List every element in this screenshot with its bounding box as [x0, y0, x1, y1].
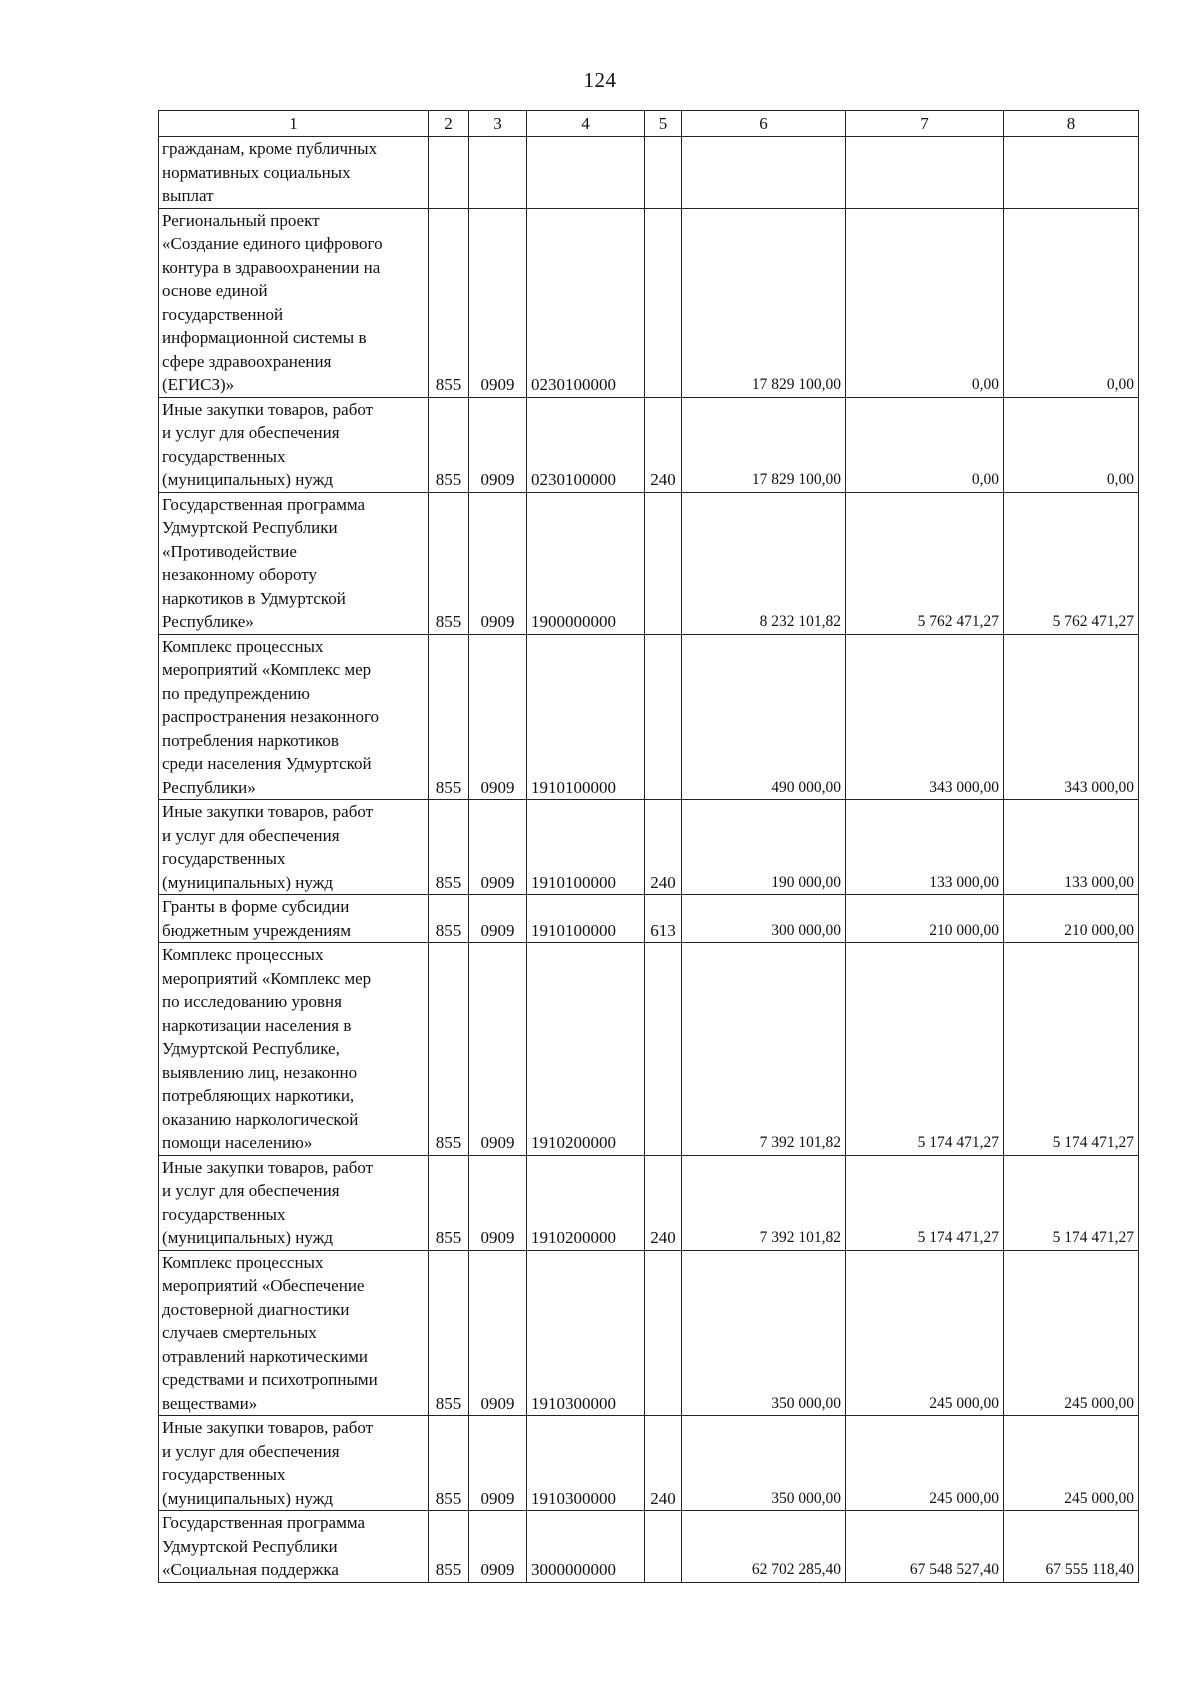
row-amount-col8: 343 000,00	[1004, 634, 1139, 800]
table-row	[159, 208, 1139, 397]
row-amount-col8: 0,00	[1004, 208, 1139, 397]
row-amount-col6: 490 000,00	[682, 634, 846, 800]
header-row	[159, 111, 1139, 137]
row-section-code	[469, 137, 527, 209]
row-name: Комплекс процессных мероприятий «Комплекс мер по предупреждению распространения незаконного потребления наркотиков среди населения Удмуртской Республики»	[159, 634, 429, 800]
row-amount-col7	[846, 137, 1004, 209]
row-target-code: 0230100000	[527, 208, 645, 397]
row-amount-col7: 343 000,00	[846, 634, 1004, 800]
row-target-code: 1910100000	[527, 800, 645, 895]
row-section-code: 0909	[469, 1250, 527, 1416]
row-amount-col6: 7 392 101,82	[682, 943, 846, 1156]
row-amount-col8: 210 000,00	[1004, 895, 1139, 943]
row-amount-col7: 5 762 471,27	[846, 492, 1004, 634]
header-col-1: 1	[159, 111, 429, 137]
page-number: 124	[583, 68, 617, 92]
row-ministry-code: 855	[429, 1511, 469, 1583]
row-amount-col6: 8 232 101,82	[682, 492, 846, 634]
row-section-code: 0909	[469, 895, 527, 943]
row-ministry-code: 855	[429, 895, 469, 943]
row-target-code: 1910200000	[527, 943, 645, 1156]
table-row	[159, 397, 1139, 492]
row-amount-col6	[682, 137, 846, 209]
row-amount-col7: 5 174 471,27	[846, 1155, 1004, 1250]
row-section-code: 0909	[469, 1155, 527, 1250]
row-name: гражданам, кроме публичных нормативных социальных выплат	[159, 137, 429, 209]
row-amount-col8: 67 555 118,40	[1004, 1511, 1139, 1583]
table-row	[159, 943, 1139, 1156]
header-col-8: 8	[1004, 111, 1139, 137]
row-target-code: 1910200000	[527, 1155, 645, 1250]
row-name: Иные закупки товаров, работ и услуг для обеспечения государственных (муниципальных) нужд	[159, 397, 429, 492]
row-amount-col8: 245 000,00	[1004, 1416, 1139, 1511]
row-expense-type	[645, 943, 682, 1156]
table-row	[159, 1511, 1139, 1583]
row-amount-col8: 245 000,00	[1004, 1250, 1139, 1416]
row-expense-type: 613	[645, 895, 682, 943]
table-row	[159, 492, 1139, 634]
row-ministry-code: 855	[429, 800, 469, 895]
row-name: Иные закупки товаров, работ и услуг для обеспечения государственных (муниципальных) нужд	[159, 1155, 429, 1250]
table-row	[159, 1416, 1139, 1511]
row-expense-type	[645, 137, 682, 209]
table-row	[159, 634, 1139, 800]
row-amount-col8: 0,00	[1004, 397, 1139, 492]
table-row	[159, 895, 1139, 943]
row-target-code: 1910300000	[527, 1416, 645, 1511]
row-amount-col7: 5 174 471,27	[846, 943, 1004, 1156]
row-ministry-code: 855	[429, 397, 469, 492]
row-amount-col7: 245 000,00	[846, 1250, 1004, 1416]
row-ministry-code: 855	[429, 1416, 469, 1511]
row-section-code: 0909	[469, 1416, 527, 1511]
row-amount-col6: 350 000,00	[682, 1250, 846, 1416]
row-section-code: 0909	[469, 943, 527, 1156]
row-ministry-code: 855	[429, 1155, 469, 1250]
header-col-2: 2	[429, 111, 469, 137]
header-col-6: 6	[682, 111, 846, 137]
row-amount-col7: 210 000,00	[846, 895, 1004, 943]
row-ministry-code: 855	[429, 943, 469, 1156]
table-row	[159, 1155, 1139, 1250]
row-section-code: 0909	[469, 397, 527, 492]
row-amount-col6: 7 392 101,82	[682, 1155, 846, 1250]
row-target-code	[527, 137, 645, 209]
table-body	[159, 137, 1139, 1583]
row-expense-type	[645, 1250, 682, 1416]
header-col-5: 5	[645, 111, 682, 137]
row-expense-type	[645, 634, 682, 800]
row-amount-col7: 245 000,00	[846, 1416, 1004, 1511]
row-amount-col6: 350 000,00	[682, 1416, 846, 1511]
row-amount-col8: 5 174 471,27	[1004, 943, 1139, 1156]
row-expense-type	[645, 1511, 682, 1583]
row-name: Комплекс процессных мероприятий «Комплекс мер по исследованию уровня наркотизации населения в Удмуртской Республике, выявлению лиц, незаконно потребляющих наркотики, оказанию наркологической помощи населению»	[159, 943, 429, 1156]
row-amount-col7: 67 548 527,40	[846, 1511, 1004, 1583]
row-expense-type: 240	[645, 397, 682, 492]
row-expense-type	[645, 492, 682, 634]
row-amount-col7: 0,00	[846, 397, 1004, 492]
row-amount-col8: 5 174 471,27	[1004, 1155, 1139, 1250]
row-section-code: 0909	[469, 208, 527, 397]
row-name: Иные закупки товаров, работ и услуг для обеспечения государственных (муниципальных) нужд	[159, 800, 429, 895]
row-ministry-code: 855	[429, 208, 469, 397]
row-ministry-code: 855	[429, 492, 469, 634]
row-target-code: 1910100000	[527, 895, 645, 943]
row-target-code: 1910100000	[527, 634, 645, 800]
table-header	[159, 111, 1139, 137]
budget-table	[158, 110, 1139, 1583]
header-col-7: 7	[846, 111, 1004, 137]
row-section-code: 0909	[469, 634, 527, 800]
row-expense-type: 240	[645, 1416, 682, 1511]
row-ministry-code: 855	[429, 1250, 469, 1416]
row-amount-col6: 190 000,00	[682, 800, 846, 895]
header-col-4: 4	[527, 111, 645, 137]
row-amount-col8: 5 762 471,27	[1004, 492, 1139, 634]
row-target-code: 0230100000	[527, 397, 645, 492]
row-amount-col8: 133 000,00	[1004, 800, 1139, 895]
row-name: Региональный проект «Создание единого цифрового контура в здравоохранении на основе единой государственной информационной системы в сфере здравоохранения (ЕГИСЗ)»	[159, 208, 429, 397]
row-amount-col6: 17 829 100,00	[682, 208, 846, 397]
row-expense-type: 240	[645, 1155, 682, 1250]
table-row	[159, 137, 1139, 209]
row-name: Государственная программа Удмуртской Республики «Противодействие незаконному обороту наркотиков в Удмуртской Республике»	[159, 492, 429, 634]
row-section-code: 0909	[469, 492, 527, 634]
table-row	[159, 1250, 1139, 1416]
row-name: Гранты в форме субсидии бюджетным учреждениям	[159, 895, 429, 943]
row-amount-col8	[1004, 137, 1139, 209]
row-amount-col7: 0,00	[846, 208, 1004, 397]
row-section-code: 0909	[469, 1511, 527, 1583]
header-col-3: 3	[469, 111, 527, 137]
row-ministry-code: 855	[429, 634, 469, 800]
row-section-code: 0909	[469, 800, 527, 895]
table-row	[159, 800, 1139, 895]
row-ministry-code	[429, 137, 469, 209]
row-amount-col6: 62 702 285,40	[682, 1511, 846, 1583]
row-name: Иные закупки товаров, работ и услуг для обеспечения государственных (муниципальных) нужд	[159, 1416, 429, 1511]
row-expense-type	[645, 208, 682, 397]
row-expense-type: 240	[645, 800, 682, 895]
row-target-code: 3000000000	[527, 1511, 645, 1583]
row-target-code: 1900000000	[527, 492, 645, 634]
row-target-code: 1910300000	[527, 1250, 645, 1416]
row-amount-col7: 133 000,00	[846, 800, 1004, 895]
row-amount-col6: 300 000,00	[682, 895, 846, 943]
row-amount-col6: 17 829 100,00	[682, 397, 846, 492]
row-name: Государственная программа Удмуртской Республики «Социальная поддержка	[159, 1511, 429, 1583]
row-name: Комплекс процессных мероприятий «Обеспечение достоверной диагностики случаев смертельных отравлений наркотическими средствами и психотропными веществами»	[159, 1250, 429, 1416]
